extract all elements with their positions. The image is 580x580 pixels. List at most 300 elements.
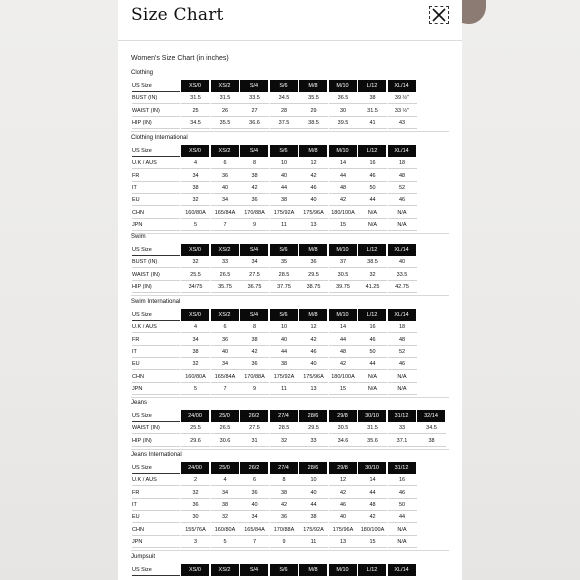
- table-cell: 39.75: [329, 281, 358, 293]
- header-cell: L/12: [358, 244, 386, 256]
- table-cell: 38: [299, 511, 328, 523]
- table-cell: 48: [358, 499, 387, 511]
- table-cell: 41: [358, 117, 387, 129]
- row-label: U.K / AUS: [132, 157, 180, 169]
- table-cell: 29.6: [181, 435, 210, 447]
- table-cell: 29.5: [299, 422, 328, 434]
- table-cell: 48: [388, 334, 417, 346]
- header-cell: M/10: [329, 244, 357, 256]
- table-cell: 52: [388, 346, 417, 358]
- row-label: FR: [132, 487, 180, 499]
- table-cell: 34: [240, 256, 269, 268]
- header-cell: S/4: [240, 80, 268, 92]
- table-cell: 36: [270, 511, 299, 523]
- table-cell: 34/75: [181, 281, 210, 293]
- table-cell: 165/84A: [240, 524, 269, 536]
- table-cell: 44: [388, 511, 417, 523]
- table-cell: 25: [181, 105, 210, 117]
- table-cell: 32: [270, 435, 299, 447]
- table-cell: 44: [270, 346, 299, 358]
- background-left: [0, 0, 118, 580]
- header-cell: M/8: [299, 244, 327, 256]
- table-cell: 39 ½": [388, 92, 417, 104]
- table-cell: 48: [329, 346, 358, 358]
- table-cell: 4: [181, 157, 210, 169]
- table-cell: 44: [270, 182, 299, 194]
- table-cell: 15: [358, 536, 387, 548]
- table-cell: 5: [181, 219, 210, 231]
- table-cell: 46: [388, 194, 417, 206]
- row-label: CHN: [132, 371, 180, 383]
- table-cell: 36.6: [240, 117, 269, 129]
- section-title: Swim: [131, 234, 146, 240]
- header-cell: S/4: [240, 564, 268, 576]
- table-cell: 39.5: [329, 117, 358, 129]
- table-cell: 36.75: [240, 281, 269, 293]
- table-cell: N/A: [388, 371, 417, 383]
- table-cell: 50: [358, 346, 387, 358]
- table-cell: 6: [211, 157, 240, 169]
- table-cell: 46: [388, 487, 417, 499]
- table-cell: 12: [299, 157, 328, 169]
- table-cell: 5: [181, 383, 210, 395]
- row-label: IT: [132, 182, 180, 194]
- table-cell: 32: [181, 194, 210, 206]
- table-cell: 4: [211, 474, 240, 486]
- header-cell: XL/14: [388, 309, 416, 321]
- table-cell: 25.5: [181, 422, 210, 434]
- table-cell: 27.5: [240, 422, 269, 434]
- table-cell: 38: [417, 435, 446, 447]
- header-cell: S/6: [270, 309, 298, 321]
- table-cell: 44: [358, 487, 387, 499]
- table-cell: 10: [270, 321, 299, 333]
- section-divider: [131, 550, 449, 551]
- row-label: HIP (IN): [132, 281, 180, 293]
- table-cell: 37.5: [270, 117, 299, 129]
- table-cell: 40: [240, 499, 269, 511]
- header-cell: S/6: [270, 145, 298, 157]
- header-cell: XS/2: [211, 309, 239, 321]
- table-cell: 46: [388, 358, 417, 370]
- row-label: WAIST (IN): [132, 422, 180, 434]
- table-cell: N/A: [388, 536, 417, 548]
- table-cell: 14: [358, 474, 387, 486]
- header-cell: M/8: [299, 309, 327, 321]
- table-cell: 37.1: [388, 435, 417, 447]
- section-divider: [131, 295, 449, 296]
- row-label: U.K / AUS: [132, 474, 180, 486]
- table-cell: 35.6: [358, 435, 387, 447]
- header-cell: M/10: [329, 145, 357, 157]
- header-cell: XS/0: [181, 244, 209, 256]
- table-cell: 12: [299, 321, 328, 333]
- table-cell: 40: [299, 194, 328, 206]
- table-cell: 180/100A: [329, 207, 358, 219]
- header-cell: 32/14: [417, 410, 445, 422]
- header-cell: M/8: [299, 145, 327, 157]
- table-cell: 40: [211, 182, 240, 194]
- header-cell: XL/14: [388, 145, 416, 157]
- table-cell: 37.75: [270, 281, 299, 293]
- table-cell: 46: [299, 346, 328, 358]
- table-cell: 175/96A: [299, 207, 328, 219]
- row-label: US Size: [132, 564, 180, 576]
- table-cell: 5: [211, 536, 240, 548]
- row-label: U.K / AUS: [132, 321, 180, 333]
- table-cell: 6: [240, 474, 269, 486]
- close-icon: [430, 7, 448, 23]
- table-cell: 36: [240, 358, 269, 370]
- header-cell: 27/4: [270, 410, 298, 422]
- table-cell: 7: [211, 219, 240, 231]
- table-cell: 30: [329, 105, 358, 117]
- header-cell: 30/10: [358, 410, 386, 422]
- table-cell: N/A: [388, 524, 417, 536]
- table-cell: 46: [329, 499, 358, 511]
- table-cell: 36: [240, 194, 269, 206]
- table-cell: 6: [211, 321, 240, 333]
- table-cell: 38: [181, 346, 210, 358]
- table-cell: 12: [329, 474, 358, 486]
- section-title: Jeans International: [131, 452, 182, 458]
- header-cell: 24/00: [181, 462, 209, 474]
- table-cell: 26.5: [211, 269, 240, 281]
- table-cell: 35.5: [211, 117, 240, 129]
- header-cell: 26/2: [240, 462, 268, 474]
- header-cell: XS/0: [181, 80, 209, 92]
- table-cell: 175/96A: [329, 524, 358, 536]
- table-cell: 180/100A: [329, 371, 358, 383]
- table-cell: 34.5: [270, 92, 299, 104]
- row-label: FR: [132, 170, 180, 182]
- table-cell: 41.25: [358, 281, 387, 293]
- table-cell: 30.5: [329, 422, 358, 434]
- table-cell: 44: [329, 170, 358, 182]
- chart-subtitle: Women's Size Chart (in inches): [131, 55, 229, 62]
- header-cell: L/12: [358, 80, 386, 92]
- table-cell: 32: [358, 269, 387, 281]
- section-divider: [131, 131, 449, 132]
- header-cell: 30/10: [358, 462, 386, 474]
- table-cell: 34.5: [181, 117, 210, 129]
- header-cell: XS/2: [211, 145, 239, 157]
- row-label: BUST (IN): [132, 256, 180, 268]
- table-cell: 46: [358, 170, 387, 182]
- table-cell: 31.5: [358, 422, 387, 434]
- table-cell: 26: [211, 105, 240, 117]
- table-cell: 9: [240, 383, 269, 395]
- table-cell: 42: [358, 511, 387, 523]
- background-right: [462, 0, 580, 580]
- table-cell: 9: [270, 536, 299, 548]
- header-cell: 28/6: [299, 462, 327, 474]
- header-cell: S/6: [270, 244, 298, 256]
- header-cell: XS/2: [211, 564, 239, 576]
- table-cell: 40: [329, 511, 358, 523]
- table-cell: 38.5: [358, 256, 387, 268]
- section-divider: [131, 233, 449, 234]
- table-cell: 2: [181, 474, 210, 486]
- section-title: Clothing: [131, 70, 154, 76]
- table-cell: 10: [299, 474, 328, 486]
- table-cell: 7: [240, 536, 269, 548]
- header-cell: 29/8: [329, 410, 357, 422]
- table-cell: 48: [388, 170, 417, 182]
- table-cell: 38.5: [299, 117, 328, 129]
- row-label: JPN: [132, 219, 180, 231]
- row-label: IT: [132, 346, 180, 358]
- header-cell: 31/12: [388, 410, 416, 422]
- table-cell: 15: [329, 219, 358, 231]
- table-cell: 9: [240, 219, 269, 231]
- table-cell: 31.5: [211, 92, 240, 104]
- table-cell: 31.5: [358, 105, 387, 117]
- table-cell: 46: [358, 334, 387, 346]
- row-label: EU: [132, 511, 180, 523]
- table-cell: 11: [270, 219, 299, 231]
- table-cell: 33: [211, 256, 240, 268]
- row-label: CHN: [132, 524, 180, 536]
- table-cell: 40: [270, 170, 299, 182]
- header-cell: 26/2: [240, 410, 268, 422]
- table-cell: 170/88A: [270, 524, 299, 536]
- table-cell: 3: [181, 536, 210, 548]
- table-cell: 34: [181, 334, 210, 346]
- table-cell: N/A: [358, 371, 387, 383]
- table-cell: 37: [329, 256, 358, 268]
- row-label: WAIST (IN): [132, 105, 180, 117]
- table-cell: 42: [329, 194, 358, 206]
- table-cell: 42: [329, 487, 358, 499]
- table-cell: 33: [388, 422, 417, 434]
- table-cell: 165/84A: [211, 207, 240, 219]
- header-cell: 25/0: [211, 462, 239, 474]
- table-cell: 31: [240, 435, 269, 447]
- table-cell: 42: [270, 499, 299, 511]
- table-cell: 40: [388, 256, 417, 268]
- table-cell: 40: [270, 334, 299, 346]
- table-cell: 13: [299, 383, 328, 395]
- section-title: Jumpsuit: [131, 554, 156, 560]
- table-cell: N/A: [388, 207, 417, 219]
- header-cell: 31/12: [388, 462, 416, 474]
- table-cell: 175/92A: [270, 371, 299, 383]
- row-label: US Size: [132, 80, 180, 92]
- header-cell: 29/8: [329, 462, 357, 474]
- table-cell: 27: [240, 105, 269, 117]
- row-label: US Size: [132, 145, 180, 157]
- table-cell: 8: [240, 157, 269, 169]
- row-label: US Size: [132, 462, 180, 474]
- table-cell: 34: [211, 194, 240, 206]
- row-label: WAIST (IN): [132, 269, 180, 281]
- table-cell: 25.5: [181, 269, 210, 281]
- table-cell: 52: [388, 182, 417, 194]
- table-cell: 40: [299, 358, 328, 370]
- header-cell: 27/4: [270, 462, 298, 474]
- table-cell: 50: [358, 182, 387, 194]
- table-cell: 42: [240, 346, 269, 358]
- table-cell: 28: [270, 105, 299, 117]
- table-cell: 34: [181, 170, 210, 182]
- table-cell: 33: [299, 435, 328, 447]
- table-cell: 38: [270, 358, 299, 370]
- table-cell: 40: [211, 346, 240, 358]
- table-cell: 36: [211, 170, 240, 182]
- table-cell: 42: [329, 358, 358, 370]
- table-cell: 40: [299, 487, 328, 499]
- table-cell: 30.6: [211, 435, 240, 447]
- row-label: BUST (IN): [132, 92, 180, 104]
- table-cell: 30.5: [329, 269, 358, 281]
- header-cell: 25/0: [211, 410, 239, 422]
- table-cell: 18: [388, 157, 417, 169]
- table-cell: 43: [388, 117, 417, 129]
- table-cell: 155/76A: [181, 524, 210, 536]
- header-cell: S/6: [270, 564, 298, 576]
- table-cell: 33 ½": [388, 105, 417, 117]
- table-cell: 34.6: [329, 435, 358, 447]
- table-cell: 44: [329, 334, 358, 346]
- table-cell: 38: [240, 170, 269, 182]
- table-cell: 38.75: [299, 281, 328, 293]
- table-cell: 44: [299, 499, 328, 511]
- row-label: FR: [132, 334, 180, 346]
- header-cell: M/10: [329, 80, 357, 92]
- table-cell: 15: [329, 383, 358, 395]
- table-cell: 18: [388, 321, 417, 333]
- table-cell: 7: [211, 383, 240, 395]
- table-cell: 11: [270, 383, 299, 395]
- table-cell: 26.5: [211, 422, 240, 434]
- table-cell: 160/80A: [211, 524, 240, 536]
- table-cell: 31.5: [181, 92, 210, 104]
- header-cell: S/4: [240, 309, 268, 321]
- table-cell: 160/80A: [181, 371, 210, 383]
- row-label: HIP (IN): [132, 435, 180, 447]
- table-cell: 36: [299, 256, 328, 268]
- table-cell: N/A: [388, 383, 417, 395]
- table-cell: 16: [358, 157, 387, 169]
- section-title: Jeans: [131, 400, 148, 406]
- header-cell: XS/0: [181, 309, 209, 321]
- section-divider: [131, 397, 449, 398]
- header-cell: M/10: [329, 564, 357, 576]
- size-chart-modal: [118, 0, 462, 580]
- table-cell: 28.5: [270, 269, 299, 281]
- table-cell: 160/80A: [181, 207, 210, 219]
- table-cell: 32: [181, 358, 210, 370]
- modal-header: [118, 0, 462, 41]
- header-cell: M/8: [299, 564, 327, 576]
- table-cell: 13: [329, 536, 358, 548]
- table-cell: 28.5: [270, 422, 299, 434]
- row-label: JPN: [132, 383, 180, 395]
- table-cell: 44: [358, 194, 387, 206]
- section-title: Clothing International: [131, 135, 188, 141]
- section-title: Swim International: [131, 299, 181, 305]
- table-cell: 38: [358, 92, 387, 104]
- header-cell: S/4: [240, 145, 268, 157]
- section-divider: [131, 449, 449, 450]
- header-cell: XS/0: [181, 564, 209, 576]
- table-cell: 44: [358, 358, 387, 370]
- row-label: CHN: [132, 207, 180, 219]
- table-cell: 34.5: [417, 422, 446, 434]
- table-cell: 34: [211, 487, 240, 499]
- table-cell: 38: [240, 334, 269, 346]
- table-cell: 14: [329, 321, 358, 333]
- table-cell: 38: [270, 487, 299, 499]
- table-cell: N/A: [358, 383, 387, 395]
- table-cell: 35.75: [211, 281, 240, 293]
- header-cell: S/6: [270, 80, 298, 92]
- table-cell: 34: [211, 358, 240, 370]
- table-cell: 50: [388, 499, 417, 511]
- table-cell: 16: [388, 474, 417, 486]
- header-cell: L/12: [358, 309, 386, 321]
- table-cell: 30: [181, 511, 210, 523]
- table-cell: 35.5: [299, 92, 328, 104]
- table-cell: 32: [211, 511, 240, 523]
- header-cell: XL/14: [388, 80, 416, 92]
- close-button[interactable]: [429, 6, 449, 24]
- table-cell: 170/88A: [240, 207, 269, 219]
- row-label: EU: [132, 358, 180, 370]
- table-cell: 35: [270, 256, 299, 268]
- row-label: JPN: [132, 536, 180, 548]
- row-label: EU: [132, 194, 180, 206]
- table-cell: 170/88A: [240, 371, 269, 383]
- table-cell: 36: [211, 334, 240, 346]
- table-cell: 175/92A: [299, 524, 328, 536]
- table-cell: N/A: [358, 207, 387, 219]
- table-cell: 38: [181, 182, 210, 194]
- header-cell: S/4: [240, 244, 268, 256]
- row-label: US Size: [132, 244, 180, 256]
- table-cell: 16: [358, 321, 387, 333]
- table-cell: 34: [240, 511, 269, 523]
- table-cell: 180/100A: [358, 524, 387, 536]
- table-cell: 165/84A: [211, 371, 240, 383]
- row-label: US Size: [132, 309, 180, 321]
- header-cell: XL/14: [388, 564, 416, 576]
- table-cell: N/A: [388, 219, 417, 231]
- row-label: HIP (IN): [132, 117, 180, 129]
- header-cell: M/10: [329, 309, 357, 321]
- table-cell: 14: [329, 157, 358, 169]
- table-cell: 42: [299, 334, 328, 346]
- table-cell: 27.5: [240, 269, 269, 281]
- header-cell: L/12: [358, 145, 386, 157]
- table-cell: 32: [181, 256, 210, 268]
- table-cell: 36: [181, 499, 210, 511]
- page-title: Size Chart: [131, 5, 224, 25]
- row-label: IT: [132, 499, 180, 511]
- table-cell: 4: [181, 321, 210, 333]
- header-cell: XL/14: [388, 244, 416, 256]
- table-cell: 175/92A: [270, 207, 299, 219]
- header-cell: M/8: [299, 80, 327, 92]
- table-cell: 38: [211, 499, 240, 511]
- table-cell: 13: [299, 219, 328, 231]
- table-cell: 36: [240, 487, 269, 499]
- header-cell: XS/0: [181, 145, 209, 157]
- table-cell: 32: [181, 487, 210, 499]
- table-cell: 46: [299, 182, 328, 194]
- table-cell: 11: [299, 536, 328, 548]
